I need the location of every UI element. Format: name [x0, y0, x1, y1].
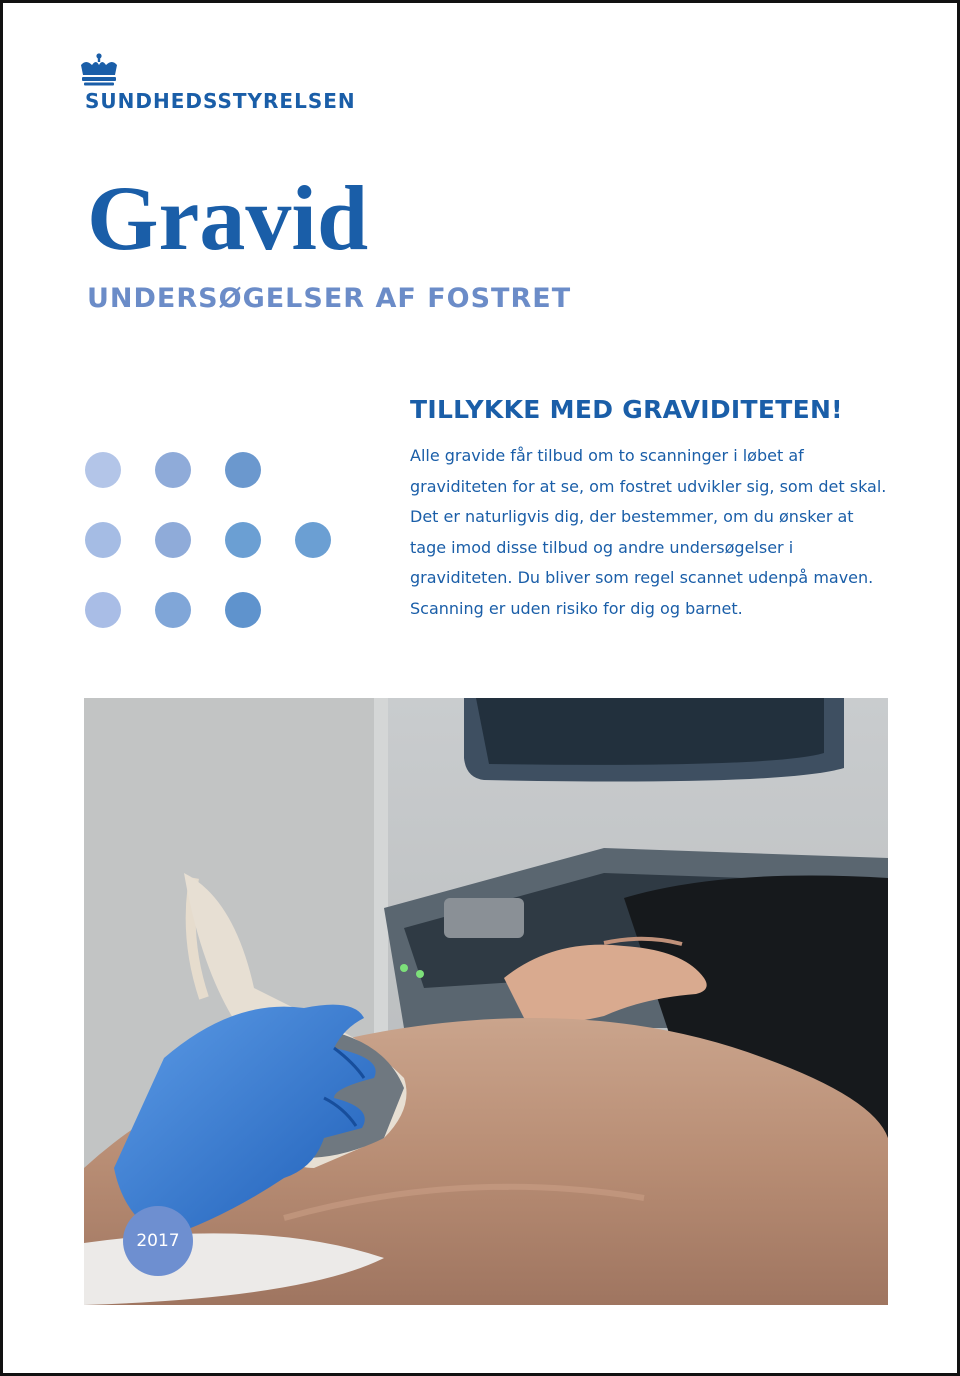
decorative-dot [85, 452, 121, 488]
decorative-dot [155, 592, 191, 628]
organization-name: SUNDHEDSSTYRELSEN [85, 89, 356, 113]
ultrasound-scan-photo [84, 698, 888, 1305]
decorative-dot [225, 452, 261, 488]
crown-icon [78, 53, 120, 87]
decorative-dot [85, 522, 121, 558]
photo-illustration [84, 698, 888, 1305]
decorative-dot [155, 452, 191, 488]
decorative-dot [155, 522, 191, 558]
page-subtitle: UNDERSØGELSER AF FOSTRET [87, 283, 572, 314]
decorative-dot [85, 592, 121, 628]
decorative-dot [225, 592, 261, 628]
intro-paragraph: Alle gravide får tilbud om to scanninger i løbet af graviditeten for at se, om fostret udvikler sig, som det skal. Det er naturligvis dig, der bestemmer, om du ønsker at tage imod disse tilbud og andre undersøgelser i graviditeten. Du bliver som regel scannet udenpå maven. Scanning er uden risiko for dig og barnet. [410, 446, 887, 618]
year-badge: 2017 [123, 1206, 193, 1276]
page-title: Gravid [87, 167, 369, 269]
intro-heading: TILLYKKE MED GRAVIDITETEN! [410, 395, 843, 424]
decorative-dot [295, 522, 331, 558]
dot-pattern [85, 452, 345, 632]
decorative-dot [225, 522, 261, 558]
